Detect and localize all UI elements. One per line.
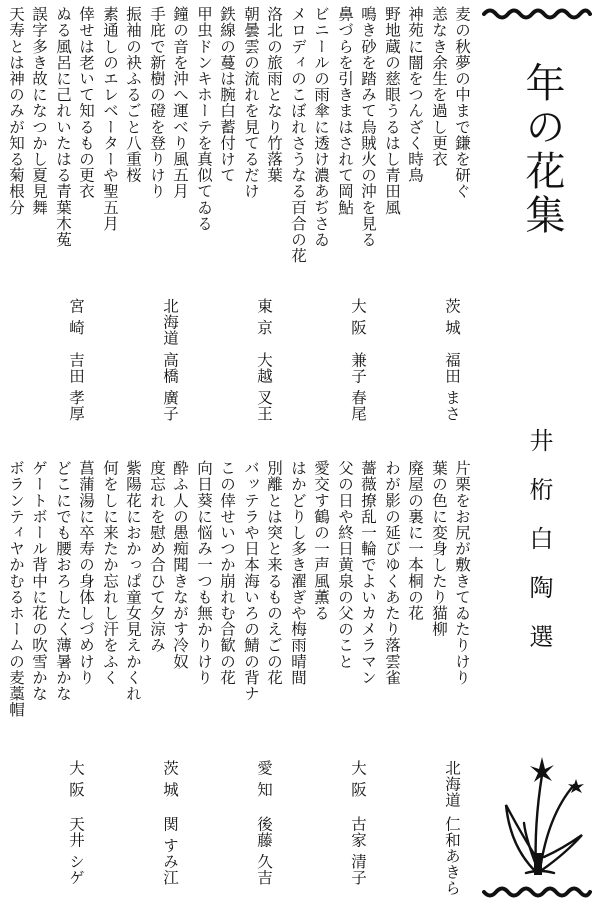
haiku-line: 天寿とは神のみが知る菊根分 xyxy=(7,6,25,216)
wave-ornament-top xyxy=(482,6,592,20)
author-name: 福田 まさ xyxy=(443,352,461,422)
author-name: 仁和あきら xyxy=(443,816,461,896)
flower-illustration xyxy=(496,745,586,885)
haiku-line: メロディのこぼれさうなる百合の花 xyxy=(289,6,307,264)
haiku-line: 度忘れを慰め合ひて夕涼み xyxy=(148,460,166,654)
haiku-line: 紫陽花におかっぱ童女見えかくれ xyxy=(124,460,142,702)
haiku-line: ビニールの雨傘に透け濃あぢさゐ xyxy=(312,6,330,248)
haiku-line: わが影の延びゆくあたり落雲雀 xyxy=(383,460,401,686)
author-prefecture: 北海道 xyxy=(161,298,179,346)
haiku-line: 酔ふ人の愚痴聞きながす冷奴 xyxy=(171,460,189,670)
haiku-line: 廃屋の裏に一本桐の花 xyxy=(406,460,424,621)
haiku-line: はかどりし多き濯ぎや梅雨晴間 xyxy=(289,460,307,686)
haiku-line: 鐘の音を沖へ運べり風五月 xyxy=(171,6,189,200)
haiku-line: 鼻づらを引きまはされて岡鮎 xyxy=(336,6,354,216)
author-prefecture: 茨 城 xyxy=(161,760,179,798)
author-name: 兼子 春尾 xyxy=(349,352,367,422)
haiku-line: 葉の色に変身したり猫柳 xyxy=(430,460,448,638)
author-prefecture: 東 京 xyxy=(255,298,273,336)
author-prefecture: 北海道 xyxy=(443,760,461,808)
haiku-line: 洛北の旅雨となり竹落葉 xyxy=(265,6,283,184)
haiku-line: 別離とは突と来るものえごの花 xyxy=(265,460,283,686)
haiku-line: 野地蔵の慈眼うるはし青田風 xyxy=(383,6,401,216)
haiku-line: 片栗をお尻が敷きてゐたりけり xyxy=(453,460,471,686)
haiku-line: 素通しのエレベーターや聖五月 xyxy=(101,6,119,232)
haiku-line: この倖せいつか崩れむ合歓の花 xyxy=(218,460,236,686)
author-name: 高橋 廣子 xyxy=(161,352,179,422)
haiku-line: 向日葵に悩み一つも無かりけり xyxy=(195,460,213,686)
haiku-line: 菖蒲湯に卒寿の身体しづめけり xyxy=(77,460,95,686)
haiku-line: 朝曇雲の流れを見てるだけ xyxy=(242,6,260,200)
author-prefecture: 大 阪 xyxy=(349,298,367,336)
author-prefecture: 愛 知 xyxy=(255,760,273,798)
author-name: 天井 シゲ xyxy=(67,816,85,886)
haiku-line: 神苑に闇をつんざく時鳥 xyxy=(406,6,424,184)
haiku-line: 倖せは老いて知るもの更衣 xyxy=(77,6,95,200)
haiku-line: ボランティヤかむるホームの麦藁帽 xyxy=(7,460,25,718)
author-name: 古家 清子 xyxy=(349,816,367,886)
haiku-line: 誤字多き故になつかし夏見舞 xyxy=(30,6,48,216)
author-prefecture: 宮 崎 xyxy=(67,298,85,336)
haiku-line: ぬる風呂に己れいたはる青葉木菟 xyxy=(54,6,72,248)
haiku-line: 振袖の袂ふるごと八重桜 xyxy=(124,6,142,184)
page-title: 年の花集 xyxy=(519,62,565,238)
haiku-line: 恙なき余生を過し更衣 xyxy=(430,6,448,167)
haiku-line: 甲虫ドンキホーテを真似てゐる xyxy=(195,6,213,232)
haiku-line: 愛交す鶴の一声風薫る xyxy=(312,460,330,621)
author-name: 関 すみ江 xyxy=(161,816,179,886)
author-name: 大越 叉王 xyxy=(255,352,273,422)
author-prefecture: 大 阪 xyxy=(67,760,85,798)
author-prefecture: 茨 城 xyxy=(443,298,461,336)
haiku-line: バッテラや日本海いろの鯖の背ナ xyxy=(242,460,260,702)
selector-credit: 井桁白陶選 xyxy=(525,428,553,673)
author-name: 吉田 孝厚 xyxy=(67,352,85,422)
haiku-line: 父の日や終日黄泉の父のこと xyxy=(336,460,354,670)
haiku-line: 何をしに来たか忘れし汗をふく xyxy=(101,460,119,686)
haiku-line: 鳴き砂を踏みて烏賊火の沖を見る xyxy=(359,6,377,248)
haiku-line: 手庇で新樹の磴を登りけり xyxy=(148,6,166,200)
haiku-line: どこにでも腰おろしたく薄暑かな xyxy=(54,460,72,702)
author-prefecture: 大 阪 xyxy=(349,760,367,798)
wave-ornament-bottom xyxy=(482,886,592,900)
author-name: 後藤 久吉 xyxy=(255,816,273,886)
haiku-line: 薔薇撩乱一輪でよいカメラマン xyxy=(359,460,377,686)
haiku-line: 麦の秋夢の中まで鎌を研ぐ xyxy=(453,6,471,200)
haiku-line: ゲートボール背中に花の吹雪かな xyxy=(30,460,48,702)
haiku-line: 鉄線の蔓は腕白蓄付けて xyxy=(218,6,236,184)
